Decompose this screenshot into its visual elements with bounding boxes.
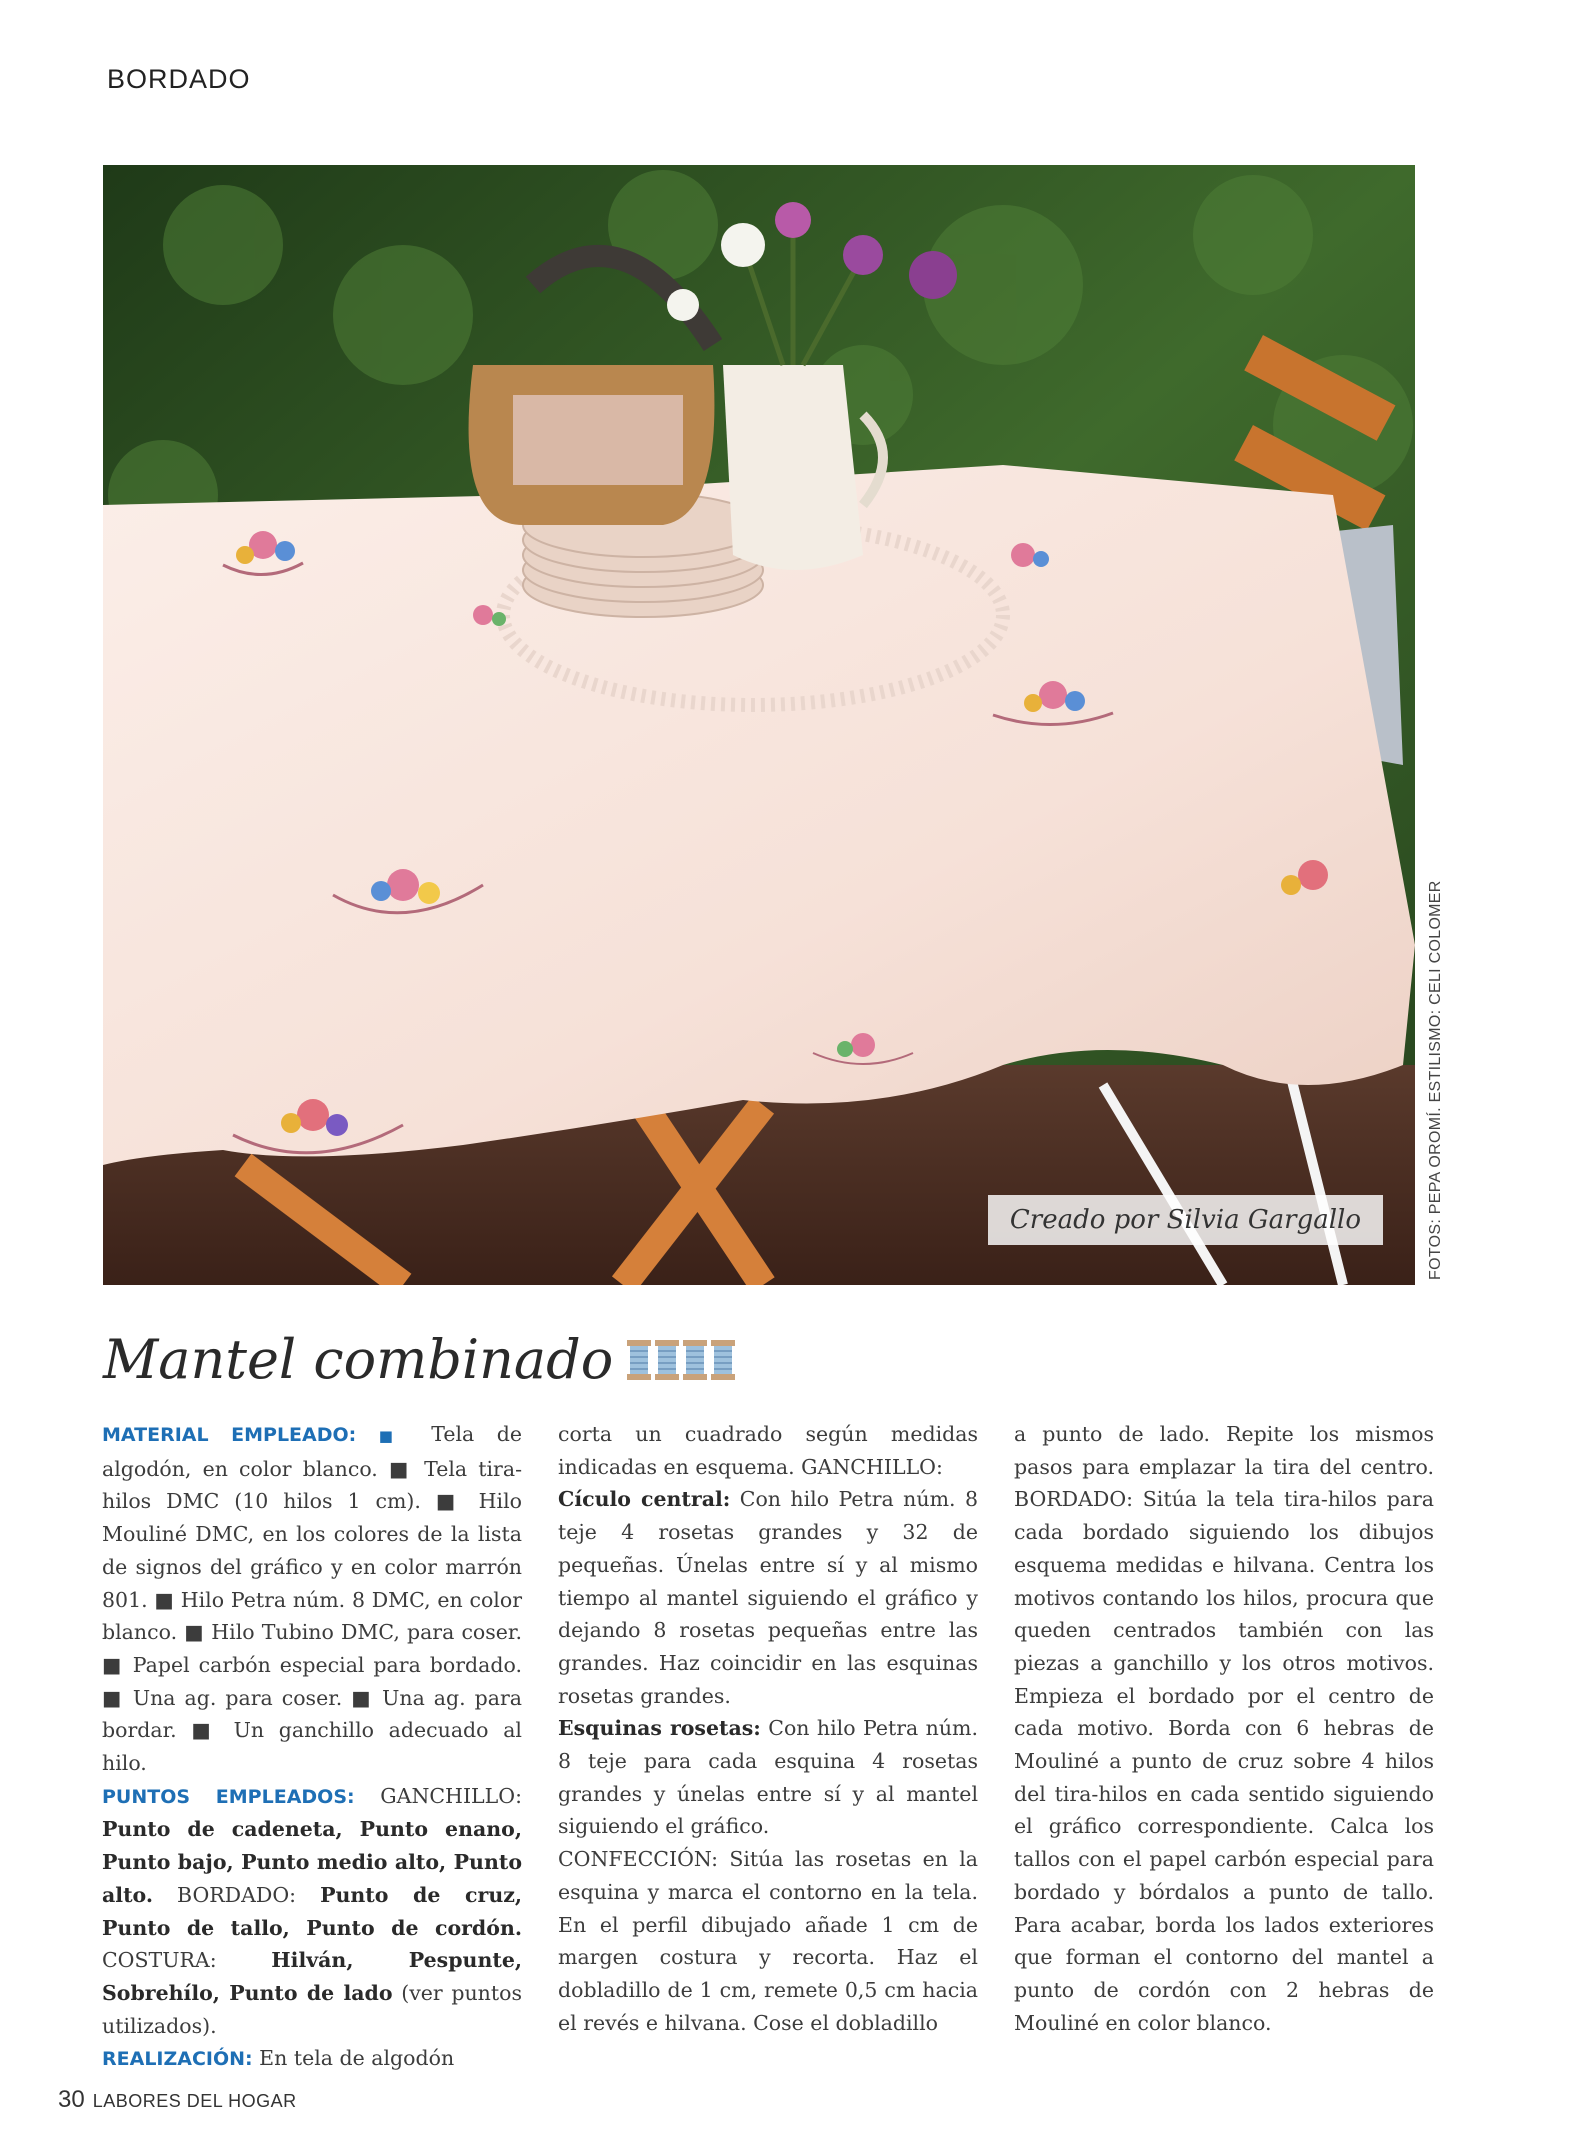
bordado-stitches: Punto de cruz, Punto de tallo, Punto de cordón.: [102, 1882, 522, 1940]
puntos-paragraph: [102, 1780, 522, 2043]
tablecloth-illustration: [103, 165, 1415, 1285]
puntos-tail: (ver puntos utilizados).: [102, 1980, 522, 2038]
section-label: BORDADO: [107, 64, 251, 94]
difficulty-rating: [627, 1340, 735, 1380]
ganchillo-stitches: Punto de cadeneta, Punto enano, Punto bajo, Punto medio alto, Punto alto.: [102, 1817, 522, 1907]
thread-spool-icon: [683, 1340, 707, 1380]
photo-tablecloth: [103, 165, 1415, 1285]
material-paragraph: [102, 1418, 522, 1780]
material-heading: MATERIAL EMPLEADO:: [102, 1424, 357, 1446]
text-column-1: [102, 1418, 522, 2076]
realizacion-heading: REALIZACIÓN:: [102, 2048, 253, 2071]
bordado-label: BORDADO:: [153, 1882, 321, 1907]
page-footer: [58, 2086, 297, 2114]
circulo-heading: Cículo central:: [558, 1487, 731, 1512]
article-title: [103, 1328, 735, 1391]
esquinas-heading: Esquinas rosetas:: [558, 1716, 761, 1741]
costura-label: COSTURA:: [102, 1948, 272, 1973]
esquinas-paragraph: [558, 1712, 978, 1843]
circulo-text: Con hilo Petra núm. 8 teje 4 rosetas grandes y 32 de pequeñas. Únelas entre sí y al mismo tiempo al mantel siguiendo el gráfico y dejando 8 rosetas pequeñas entre las grandes. Haz coincidir en las esquinas rosetas grandes.: [558, 1487, 978, 1708]
esquinas-text: Con hilo Petra núm. 8 teje para cada esquina 4 rosetas grandes y únelas entre sí y al mantel siguiendo el gráfico.: [558, 1716, 978, 1839]
material-text: Tela de algodón, en color blanco. ■ Tela tira-hilos DMC (10 hilos 1 cm). ■ Hilo Mouliné DMC, en los colores de la lista de signos del gráfico y en color marrón 801. ■ Hilo Petra núm. 8 DMC, en color blanco. ■ Hilo Tubino DMC, para coser. ■ Papel carbón especial para bordado. ■ Una ag. para coser. ■ Una ag. para bordar. ■ Un ganchillo adecuado al hilo.: [102, 1422, 522, 1776]
c2-intro: corta un cuadrado según medidas indicadas en esquema. GANCHILLO:: [558, 1422, 978, 1479]
c3-paragraph: a punto de lado. Repite los mismos pasos para emplazar la tira del centro. BORDADO: Sitúa la tela tira-hilos para cada bordado siguiendo los dibujos esquema medidas e hilvana. Centra los motivos contando los hilos, procura que queden centrados también con las piezas a ganchillo y los otros motivos. Empieza el bordado por el centro de cada motivo. Borda con 6 hebras de Mouliné a punto de cruz sobre 4 hilos del tira-hilos en cada sentido siguiendo el gráfico correspondiente. Calca los tallos con el papel carbón especial para bordado y bórdalos a punto de tallo. Para acabar, borda los lados exteriores que forman el contorno del mantel a punto de cordón con 2 hebras de Mouliné en color blanco.: [1014, 1422, 1434, 2035]
title-text: Mantel combinado: [103, 1328, 614, 1391]
text-column-3: [1014, 1418, 1434, 2039]
thread-spool-icon: [655, 1340, 679, 1380]
costura-stitches: Hilván, Pespunte, Sobrehílo, Punto de lado: [102, 1948, 522, 2005]
photo-credit: FOTOS: PEPA OROMÍ. ESTILISMO: CELI COLOMER: [1427, 880, 1444, 1280]
realizacion-text: En tela de algodón: [252, 2046, 455, 2071]
thread-spool-icon: [627, 1340, 651, 1380]
photo-caption: Creado por Silvia Gargallo: [988, 1195, 1383, 1245]
page-number: 30: [58, 2086, 85, 2113]
bullet-icon: ■: [378, 1427, 409, 1445]
puntos-heading: PUNTOS EMPLEADOS:: [102, 1785, 355, 1808]
realizacion-paragraph: [102, 2042, 522, 2076]
circulo-paragraph: [558, 1483, 978, 1712]
text-column-2: [558, 1418, 978, 2039]
confeccion-paragraph: CONFECCIÓN: Sitúa las rosetas en la esquina y marca el contorno en la tela. En el perfil dibujado añade 1 cm de margen costura y recorta. Haz el dobladillo de 1 cm, remete 0,5 cm hacia el revés e hilvana. Cose el dobladillo: [558, 1847, 978, 2035]
ganchillo-label: GANCHILLO:: [354, 1783, 522, 1808]
magazine-name: LABORES DEL HOGAR: [92, 2091, 297, 2111]
thread-spool-icon: [711, 1340, 735, 1380]
